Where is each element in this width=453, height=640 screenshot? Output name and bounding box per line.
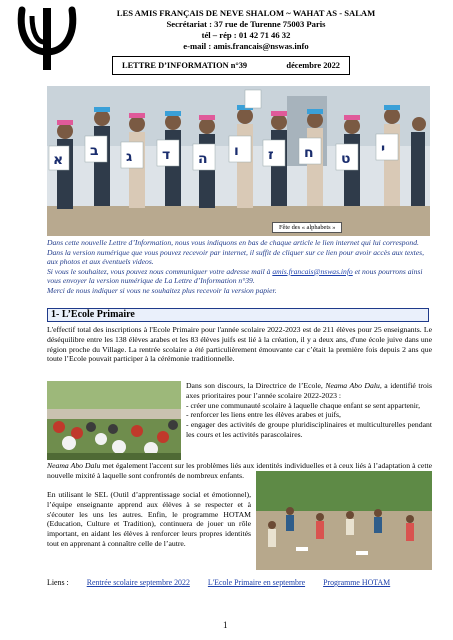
- svg-text:ח: ח: [304, 145, 314, 161]
- priority-item: - créer une communauté scolaire à laquelle chaque enfant se sent appartenir,: [186, 400, 421, 410]
- organization-logo: [8, 6, 86, 72]
- svg-text:ו: ו: [234, 143, 239, 159]
- link-rentree-scolaire[interactable]: Rentrée scolaire septembre 2022: [86, 578, 190, 587]
- svg-text:ד: ד: [162, 147, 171, 163]
- svg-text:ט: ט: [341, 151, 351, 167]
- p2-intro-end: , a identifié trois axes prioritaires pour l’année scolaire 2022-2023 :: [186, 381, 433, 400]
- svg-text:ה: ה: [198, 151, 208, 167]
- secretariat-address: Secrétariat : 37 rue de Turenne 75003 Paris: [166, 19, 326, 29]
- intro-text: [47, 238, 433, 296]
- newsletter-number: LETTRE D’INFORMATION n°39: [122, 61, 248, 70]
- article-paragraph-1: L'effectif total des inscriptions à l'Ecole Primaire pour l'année scolaire 2022-2023 est de 211 élèves pour 25 enseignants. Le déséquilibre entre les 138 élèves arabes et les 83 élèves juifs est lié à la création, il y a deux ans, d'une école juive dans une région proche du Village. La rentrée scolaire a été particulièrement émouvante car c’était la première fois depuis 2 ans que toute l’Ecole pouvait participer à la cérémonie traditionnelle.: [47, 325, 432, 364]
- director-name: Neama Abo Dalu: [47, 461, 101, 470]
- svg-text:א: א: [53, 152, 64, 168]
- playground-photo: [256, 471, 432, 570]
- link-ecole-primaire[interactable]: L'Ecole Primaire en septembre: [207, 578, 306, 587]
- svg-text:ב: ב: [90, 143, 99, 159]
- email-line: e-mail : amis.francais@nswas.info: [183, 41, 309, 51]
- page-number: 1: [223, 620, 228, 630]
- links-label: Liens :: [47, 578, 69, 587]
- intro-line-1: Dans cette nouvelle Lettre d’Information, nous vous indiquons en bas de chaque article le lien internet qui lui correspond. Dans la version numérique que vous pouvez recevoir par internet, il suffit de cliquer sur ce lien pour avoir accès aux textes, aux photos et aux éventuels videos.: [47, 238, 425, 267]
- svg-text:ז: ז: [268, 147, 274, 163]
- newsletter-date: décembre 2022: [286, 61, 340, 70]
- article-paragraph-4: En utilisant le SEL (Outil d’apprentissage social et émotionnel), l’équipe enseignante apprend aux élèves à se respecter et à s'écouter les uns les autres. Enfin, le programme HOTAM (Education, Culture et Tradition), continuera de jouer un rôle important, en aidant les élèves à renforcer leurs propres identités tout en apprenant à connaître celle de l’autre.: [47, 490, 251, 548]
- school-ceremony-photo: [47, 381, 181, 460]
- photo-caption: Fête des « alphabets »: [272, 222, 342, 233]
- priority-item: - engager des activités de groupe pluridisciplinaires et multiculturelles pendant les cours et les activités parascolaires.: [186, 420, 432, 439]
- alphabet-festival-photo: [47, 86, 430, 236]
- director-name: Neama Abo Dalu: [325, 381, 380, 390]
- section-heading: 1- L’Ecole Primaire: [47, 308, 429, 322]
- svg-text:ג: ג: [126, 149, 133, 165]
- p2-intro: Dans son discours, la Directrice de l’Ecole,: [186, 381, 326, 390]
- priority-item: - renforcer les liens entre les élèves arabes et juifs,: [186, 410, 341, 420]
- intro-line-2b: et nous pourrons ainsi vous envoyer la version numérique de La Lettre d’Information n°39.: [47, 266, 423, 286]
- org-name: LES AMIS FRANÇAIS DE NEVE SHALOM ~ WAHAT AS - SALAM: [116, 8, 376, 18]
- email-link[interactable]: amis.francais@nswas.info: [272, 266, 353, 276]
- links-row: [47, 578, 432, 587]
- newsletter-banner: [112, 56, 350, 75]
- link-programme-hotam[interactable]: Programme HOTAM: [323, 578, 391, 587]
- p3-text: met également l'accent sur les problèmes liés aux identités individuelles et à ceux liés à l’adaptation à cette nouvelle mixité à laquelle sont confrontés de nombreux enfants.: [47, 461, 433, 480]
- article-paragraph-2: [186, 381, 432, 440]
- intro-line-3: Merci de nous indiquer si vous ne souhaitez plus recevoir la version papier.: [47, 285, 277, 295]
- phone-line: tél – rép : 01 42 71 46 32: [201, 30, 291, 40]
- intro-line-2a: Si vous le souhaitez, vous pouvez nous communiquer votre adresse mail à: [47, 266, 273, 276]
- svg-text:י: י: [381, 141, 386, 157]
